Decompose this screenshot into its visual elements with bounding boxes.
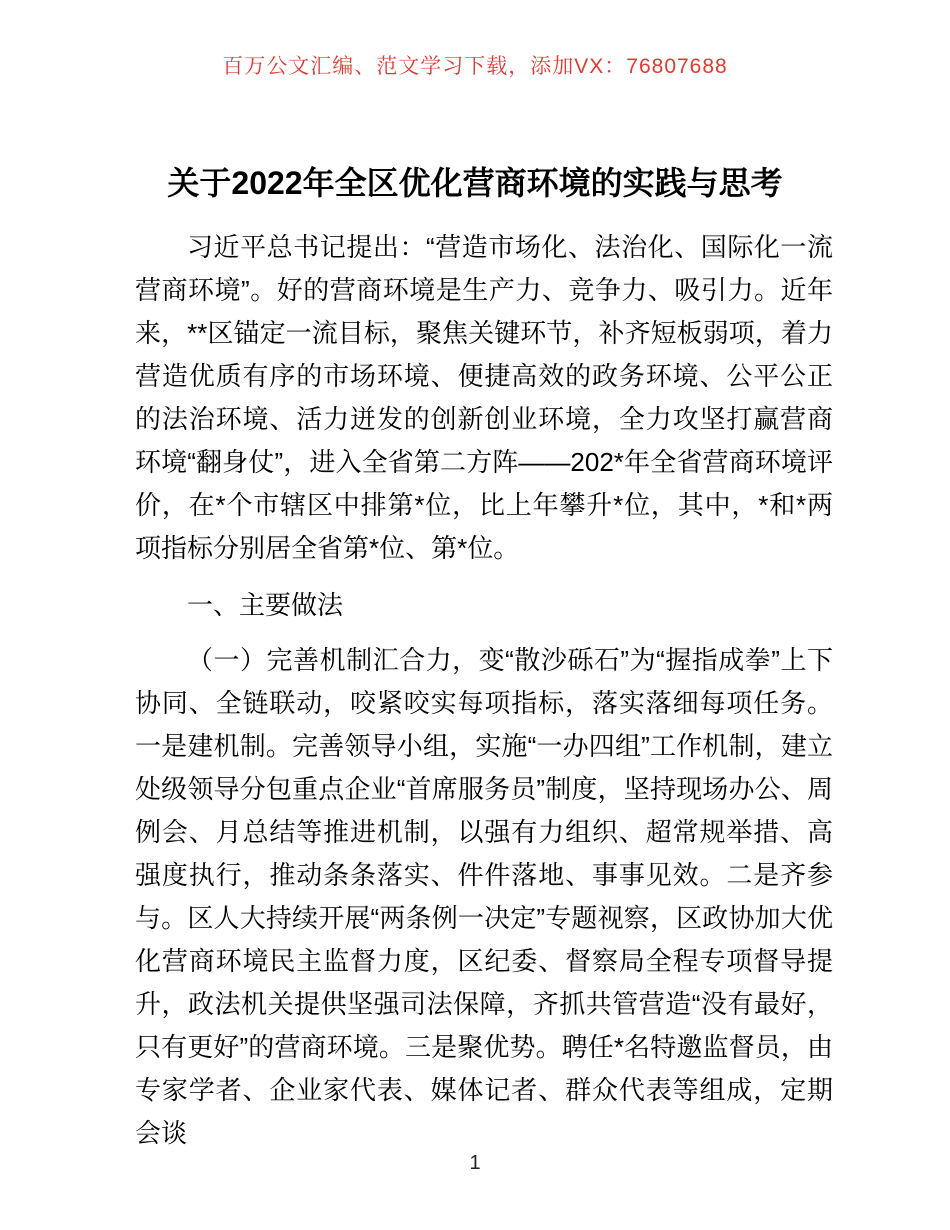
section-heading-main-practices: 一、主要做法 xyxy=(187,590,344,620)
paragraph-intro: 习近平总书记提出：“营造市场化、法治化、国际化一流营商环境”。好的营商环境是生产力、竞争力、吸引力。近年来，**区锚定一流目标，聚焦关键环节，补齐短板弱项，着力营造优质有序的市场环境、便捷高效的政务环境、公平公正的法治环境、活力迸发的创新创业环境，全力攻坚打赢营商环境“翻身仗”，进入全省第二方阵——202*年全省营商环境评价，在*个市辖区中排第*位，比上年攀升*位，其中，*和*两项指标分别居全省第*位、第*位。 xyxy=(135,232,833,563)
document-title: 关于2022年全区优化营商环境的实践与思考 xyxy=(167,165,783,201)
document-body xyxy=(135,226,833,1155)
page-number: 1 xyxy=(469,1152,481,1174)
header-notice: 百万公文汇编、范文学习下载，添加VX：76807688 xyxy=(222,55,728,78)
paragraph-section-one: （一）完善机制汇合力，变“散沙砾石”为“握指成拳”上下协同、全链联动，咬紧咬实每项指标，落实落细每项任务。一是建机制。完善领导小组，实施“一办四组”工作机制，建立处级领导分包重点企业“首席服务员”制度，坚持现场办公、周例会、月总结等推进机制，以强有力组织、超常规举措、高强度执行，推动条条落实、件件落地、事事见效。二是齐参与。区人大持续开展“两条例一决定”专题视察，区政协加大优化营商环境民主监督力度，区纪委、督察局全程专项督导提升，政法机关提供坚强司法保障，齐抓共管营造“没有最好，只有更好”的营商环境。三是聚优势。聘任*名特邀监督员，由专家学者、企业家代表、媒体记者、群众代表等组成，定期会谈 xyxy=(135,645,833,1148)
